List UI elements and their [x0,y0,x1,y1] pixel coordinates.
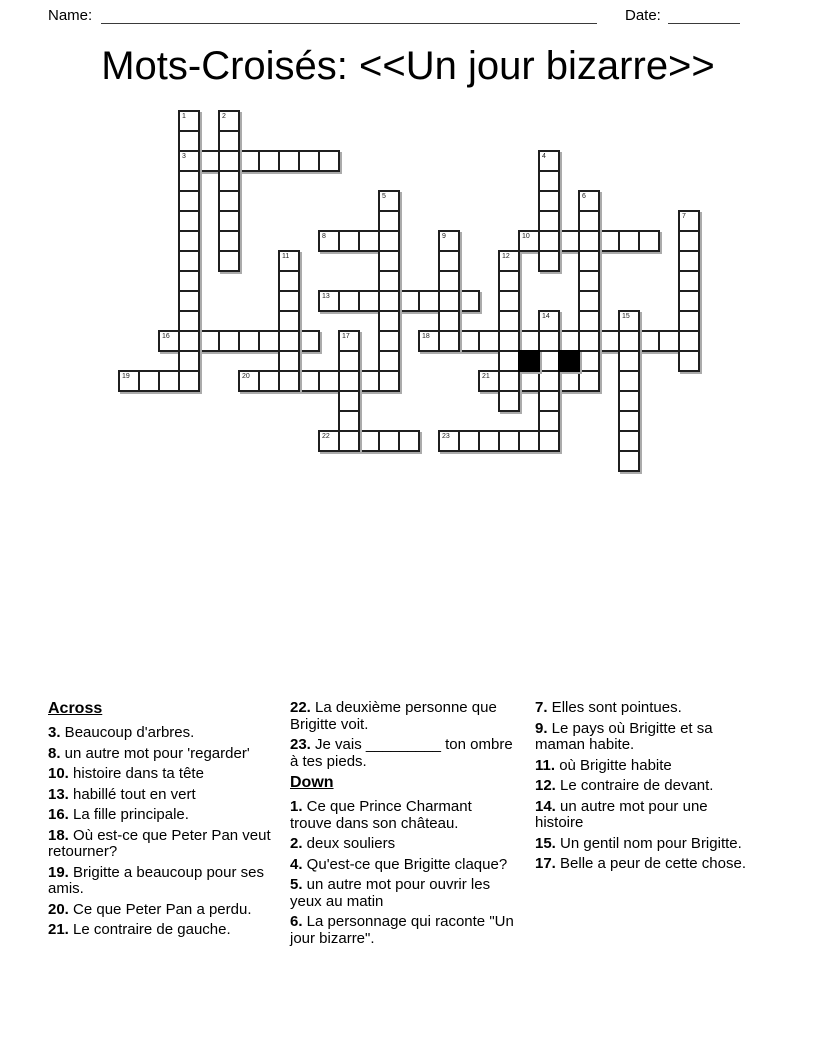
grid-cell[interactable] [178,330,200,352]
grid-cell[interactable] [278,310,300,332]
clue-number: 9. [535,719,548,737]
word-3-across [178,150,340,172]
word-12-down [498,250,520,412]
grid-cell[interactable] [578,290,600,312]
clue-number: 5. [290,876,303,893]
grid-cell[interactable] [398,430,420,452]
clue-text: Le pays où Brigitte et sa maman habite. [535,719,713,753]
grid-cell[interactable] [498,430,520,452]
clue-number: 13. [48,785,69,803]
grid-cell[interactable] [558,370,580,392]
clue-text: La deuxième personne que Brigitte voit. [290,699,497,733]
clue-text: Beaucoup d'arbres. [60,724,195,741]
clue-item-17 [535,856,759,873]
grid-cell[interactable] [578,230,600,252]
grid-cell[interactable] [578,250,600,272]
clue-number: 7. [535,699,548,716]
clue-item-10 [48,766,272,783]
grid-cell[interactable] [618,410,640,432]
grid-cell[interactable] [198,330,220,352]
grid-cell[interactable] [498,330,520,352]
cell-number: 7 [682,213,686,220]
grid-cell[interactable] [178,370,200,392]
grid-cell[interactable] [618,350,640,372]
cell-number: 4 [542,153,546,160]
word-15-down [618,310,640,472]
grid-cell[interactable] [538,170,560,192]
clue-item-3 [48,725,272,742]
clue-item-7 [535,700,759,717]
grid-cell[interactable] [338,410,360,432]
grid-cell[interactable] [578,210,600,232]
grid-cell[interactable] [178,230,200,252]
grid-cell[interactable] [518,370,540,392]
grid-cell[interactable] [178,170,200,192]
grid-cell[interactable] [498,290,520,312]
word-5-down [378,190,400,392]
grid-cell[interactable] [278,330,300,352]
grid-cell[interactable] [618,430,640,452]
word-17-down [338,330,360,452]
cell-number: 11 [282,253,290,260]
cell-number: 20 [242,373,250,380]
clue-number: 16. [48,806,69,823]
clue-text: Brigitte a beaucoup pour ses amis. [48,863,264,897]
grid-cell[interactable] [538,330,560,352]
grid-cell[interactable] [358,230,380,252]
black-cell [518,350,540,372]
grid-cell[interactable] [258,330,280,352]
grid-cell[interactable] [538,370,560,392]
grid-cell[interactable] [438,310,460,332]
clue-text: deux souliers [302,835,396,852]
clue-text: Je vais _________ ton ombre à tes pieds. [290,736,513,770]
grid-cell[interactable] [218,190,240,212]
grid-cell[interactable] [518,330,540,352]
clue-text: La personnage qui raconte "Un jour bizarre". [290,913,514,947]
grid-cell[interactable] [538,230,560,252]
clue-text: un autre mot pour une histoire [535,797,708,831]
grid-cell[interactable] [178,210,200,232]
grid-cell[interactable] [458,290,480,312]
grid-cell[interactable] [578,310,600,332]
grid-cell[interactable] [338,230,360,252]
grid-cell[interactable] [398,290,420,312]
clue-text: histoire dans ta tête [68,765,204,782]
grid-cell[interactable] [478,430,500,452]
grid-cell[interactable] [618,390,640,412]
clue-item-20 [48,902,272,919]
grid-cell[interactable] [498,310,520,332]
cell-number: 19 [122,373,130,380]
grid-cell[interactable] [338,350,360,372]
grid-cell[interactable] [278,370,300,392]
grid-cell[interactable] [678,310,700,332]
clue-item-14 [535,799,759,832]
grid-cell[interactable] [178,290,200,312]
grid-cell[interactable] [338,430,360,452]
down-heading: Down [290,774,334,791]
grid-cell[interactable] [378,230,400,252]
grid-cell[interactable] [278,290,300,312]
cell-number: 15 [622,313,630,320]
grid-cell[interactable] [618,370,640,392]
clue-number: 10. [48,765,69,782]
grid-cell[interactable] [498,370,520,392]
grid-cell[interactable] [598,330,620,352]
cell-number: 5 [382,193,386,200]
clue-text: Belle a peur de cette chose. [555,855,746,872]
grid-cell[interactable] [678,330,700,352]
grid-cell[interactable] [178,270,200,292]
grid-cell[interactable] [138,370,160,392]
clue-number: 17. [535,855,556,872]
grid-cell[interactable] [178,310,200,332]
grid-cell[interactable] [218,210,240,232]
cell-number: 1 [182,113,186,120]
grid-cell[interactable] [338,290,360,312]
clue-column-1 [48,700,272,943]
clue-number: 19. [48,863,69,881]
clue-item-8 [48,746,272,763]
grid-cell[interactable] [238,330,260,352]
grid-cell[interactable] [378,370,400,392]
grid-cell[interactable] [678,230,700,252]
clue-item-21 [48,922,272,939]
clue-number: 18. [48,826,69,844]
clue-text: Ce que Prince Charmant trouve dans son château. [290,798,472,832]
clue-number: 8. [48,744,61,762]
clue-number: 3. [48,724,61,741]
grid-cell[interactable] [378,310,400,332]
grid-cell[interactable] [218,330,240,352]
cell-number: 18 [422,333,430,340]
grid-cell[interactable] [538,410,560,432]
grid-cell[interactable] [238,150,260,172]
grid-cell[interactable] [618,230,640,252]
clue-text: Où est-ce que Peter Pan veut retourner? [48,826,271,860]
clue-number: 6. [290,913,303,930]
grid-cell[interactable] [578,270,600,292]
grid-cell[interactable] [218,150,240,172]
across-heading: Across [48,700,103,717]
grid-cell[interactable] [638,230,660,252]
grid-cell[interactable] [538,390,560,412]
grid-cell[interactable] [358,370,380,392]
grid-cell[interactable] [178,190,200,212]
cell-number: 2 [222,113,226,120]
clue-item-22 [290,700,514,733]
clue-text: Le contraire de gauche. [68,921,231,938]
clue-text: où Brigitte habite [555,756,672,774]
clue-number: 4. [290,855,303,873]
clue-item-16 [48,807,272,824]
clue-item-5 [290,877,514,910]
grid-cell[interactable] [438,250,460,272]
grid-cell[interactable] [298,330,320,352]
grid-cell[interactable] [538,430,560,452]
cell-number: 3 [182,153,186,160]
word-22-across [318,430,420,452]
black-cell [558,350,580,372]
clue-item-12 [535,778,759,795]
grid-cell[interactable] [678,290,700,312]
clue-number: 1. [290,798,303,815]
clue-text: un autre mot pour 'regarder' [60,744,250,762]
grid-cell[interactable] [378,330,400,352]
word-4-down [538,150,560,272]
grid-cell[interactable] [278,150,300,172]
grid-cell[interactable] [358,290,380,312]
grid-cell[interactable] [618,450,640,472]
clue-text: Qu'est-ce que Brigitte claque? [302,855,508,873]
clue-text: Le contraire de devant. [555,777,714,794]
grid-cell[interactable] [378,210,400,232]
clue-item-1 [290,799,514,832]
name-label: Name: [48,7,93,24]
clue-text: habillé tout en vert [68,785,196,803]
grid-cell[interactable] [278,350,300,372]
grid-cell[interactable] [198,150,220,172]
grid-cell[interactable] [438,330,460,352]
grid-cell[interactable] [218,170,240,192]
cell-number: 10 [522,233,530,240]
puzzle-title: Mots-Croisés: <<Un jour bizarre>> [101,44,715,88]
clue-item-23 [290,737,514,770]
grid-cell[interactable] [558,230,580,252]
grid-cell[interactable] [638,330,660,352]
clue-number: 23. [290,736,311,753]
date-label: Date: [625,7,661,24]
grid-cell[interactable] [458,430,480,452]
clue-item-9 [535,721,759,754]
grid-cell[interactable] [318,370,340,392]
grid-cell[interactable] [498,350,520,372]
clue-column-2 [290,700,514,951]
clue-text: Un gentil nom pour Brigitte. [555,834,742,852]
clue-item-15 [535,836,759,853]
clue-item-4 [290,857,514,874]
clue-item-19 [48,865,272,898]
clue-number: 20. [48,900,69,918]
cell-number: 6 [582,193,586,200]
word-11-down [278,250,300,392]
grid-cell[interactable] [538,350,560,372]
grid-cell[interactable] [178,130,200,152]
grid-cell[interactable] [278,270,300,292]
word-20-across [238,370,400,392]
grid-cell[interactable] [378,270,400,292]
grid-cell[interactable] [438,290,460,312]
cell-number: 17 [342,333,350,340]
grid-cell[interactable] [378,250,400,272]
grid-cell[interactable] [498,390,520,412]
clue-number: 12. [535,777,556,794]
clue-number: 15. [535,834,556,852]
grid-cell[interactable] [258,370,280,392]
clue-item-2 [290,836,514,853]
clue-number: 21. [48,921,69,938]
grid-cell[interactable] [318,150,340,172]
grid-cell[interactable] [578,330,600,352]
word-6-down [578,190,600,392]
clue-number: 22. [290,699,311,716]
cell-number: 16 [162,333,170,340]
clue-column-3 [535,700,759,877]
grid-cell[interactable] [678,270,700,292]
grid-cell[interactable] [178,350,200,372]
grid-cell[interactable] [538,210,560,232]
grid-cell[interactable] [218,230,240,252]
clue-item-11 [535,758,759,775]
cell-number: 22 [322,433,330,440]
grid-cell[interactable] [678,350,700,372]
cell-number: 8 [322,233,326,240]
cell-number: 14 [542,313,550,320]
clue-number: 14. [535,797,556,815]
grid-cell[interactable] [378,350,400,372]
grid-cell[interactable] [338,390,360,412]
grid-cell[interactable] [378,430,400,452]
grid-cell[interactable] [378,290,400,312]
grid-cell[interactable] [458,330,480,352]
word-2-down [218,110,240,272]
cell-number: 23 [442,433,450,440]
grid-cell[interactable] [658,330,680,352]
grid-cell[interactable] [358,430,380,452]
clue-text: Ce que Peter Pan a perdu. [68,900,252,918]
clue-text: La fille principale. [68,806,189,823]
cell-number: 13 [322,293,330,300]
word-14-down [538,310,560,452]
grid-cell[interactable] [578,350,600,372]
clue-item-18 [48,828,272,861]
grid-cell[interactable] [678,250,700,272]
grid-cell[interactable] [558,330,580,352]
grid-cell[interactable] [478,330,500,352]
clue-item-6 [290,914,514,947]
grid-cell[interactable] [518,430,540,452]
clue-item-13 [48,787,272,804]
grid-cell[interactable] [538,250,560,272]
grid-cell[interactable] [158,370,180,392]
word-7-down [678,210,700,372]
grid-cell[interactable] [218,130,240,152]
grid-cell[interactable] [338,370,360,392]
clue-number: 11. [535,756,556,774]
grid-cell[interactable] [298,150,320,172]
grid-cell[interactable] [598,230,620,252]
grid-cell[interactable] [218,250,240,272]
clue-number: 2. [290,835,303,852]
cell-number: 9 [442,233,446,240]
grid-cell[interactable] [618,330,640,352]
grid-cell[interactable] [178,250,200,272]
word-9-down [438,230,460,352]
grid-cell[interactable] [538,190,560,212]
cell-number: 12 [502,253,510,260]
grid-cell[interactable] [258,150,280,172]
grid-cell[interactable] [298,370,320,392]
grid-cell[interactable] [578,370,600,392]
clue-text: Elles sont pointues. [547,699,682,716]
grid-cell[interactable] [438,270,460,292]
cell-number: 21 [482,373,490,380]
clue-text: un autre mot pour ouvrir les yeux au matin [290,876,491,910]
grid-cell[interactable] [498,270,520,292]
grid-cell[interactable] [418,290,440,312]
